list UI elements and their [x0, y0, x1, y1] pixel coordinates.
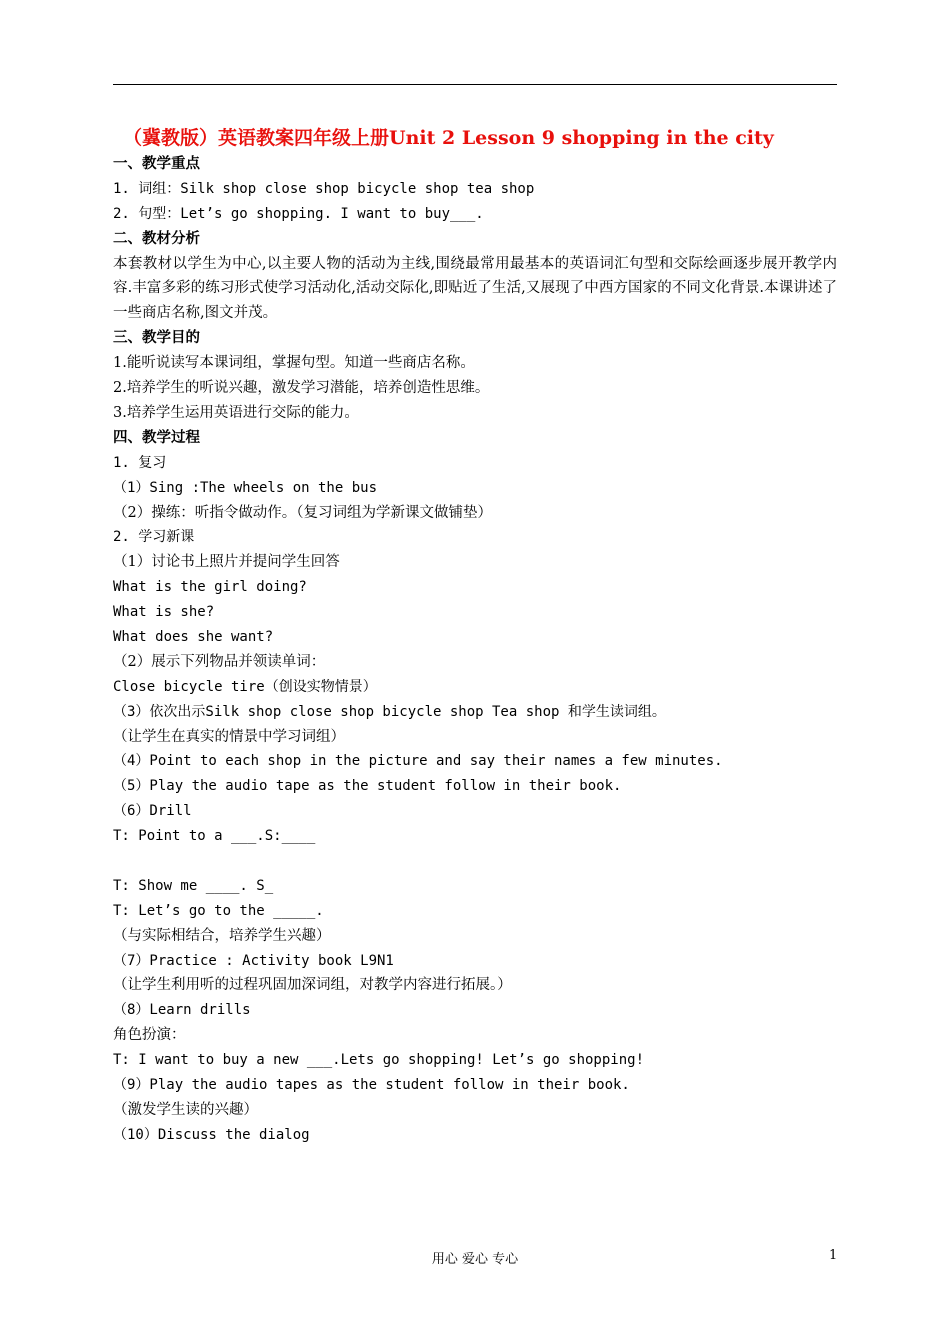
text-line: （6）Drill [113, 803, 192, 820]
document-title: （冀教版）英语教案四年级上册Unit 2 Lesson 9 shopping in the city [123, 127, 774, 149]
text-line: T: Let’s go to the _____. [113, 902, 324, 919]
section-heading-focus: 一、教学重点 [113, 156, 200, 172]
section-heading-process: 四、教学过程 [113, 429, 200, 446]
footer-motto: 用心 爱心 专心 [431, 1252, 519, 1267]
analysis-paragraph: 本套教材以学生为中心,以主要人物的活动为主线,围绕最常用最基本的英语词汇句型和交际绘画逐步展开教学内容.丰富多彩的练习形式使学习活动化,活动交际化,即贴近了生活,又展现了中西方国家的不同文化背景.本课讲述了一些商店名称,图文并茂。 [113, 255, 837, 322]
text-line: （9）Play the audio tapes as the student follow in their book. [113, 1077, 630, 1093]
text-line: What does she want? [113, 628, 274, 645]
text-line: （1）Sing :The wheels on the bus [113, 479, 378, 496]
text-line: 2. 句型：Let’s go shopping. I want to buy___. [113, 205, 484, 222]
text-line: 1.能听说读写本课词组，掌握句型。知道一些商店名称。 [113, 355, 475, 372]
text-line: What is the girl doing? [113, 579, 307, 596]
text-line: T: Point to a ___.S:____ [113, 828, 316, 845]
document-body [113, 124, 837, 1148]
text-line: 1. 复习 [113, 454, 167, 471]
text-line: （激发学生读的兴趣） [113, 1101, 258, 1118]
text-line: 2. 学习新课 [113, 529, 195, 546]
text-line: T: I want to buy a new ___.Lets go shopping! Let’s go shopping! [113, 1052, 645, 1069]
text-line: 3.培养学生运用英语进行交际的能力。 [113, 404, 359, 421]
text-line: 1. 词组：Silk shop close shop bicycle shop tea shop [113, 180, 535, 197]
text-line: （让学生在真实的情景中学习词组） [113, 728, 345, 745]
text-line: （8）Learn drills [113, 1002, 251, 1019]
section-heading-objectives: 三、教学目的 [113, 330, 200, 347]
text-line: （2）操练：听指令做动作。（复习词组为学新课文做铺垫） [113, 504, 492, 521]
blank-line [113, 849, 837, 874]
page-number: 1 [829, 1248, 838, 1263]
text-line: （5）Play the audio tape as the student follow in their book. [113, 778, 622, 795]
text-line: T: Show me ____. S_ [113, 877, 274, 894]
text-line: （1）讨论书上照片并提问学生回答 [113, 554, 340, 571]
text-line: 角色扮演： [113, 1027, 186, 1044]
section-heading-analysis: 二、教材分析 [113, 230, 200, 247]
text-line: （与实际相结合，培养学生兴趣） [113, 927, 331, 944]
text-line: （让学生利用听的过程巩固加深词组，对教学内容进行拓展。） [113, 977, 512, 994]
text-line: （7）Practice : Activity book L9N1 [113, 952, 394, 969]
text-line: （4）Point to each shop in the picture and say their names a few minutes. [113, 753, 723, 770]
text-line: （10）Discuss the dialog [113, 1126, 310, 1143]
text-line: What is she? [113, 604, 215, 621]
text-line: 2.培养学生的听说兴趣，激发学习潜能，培养创造性思维。 [113, 380, 490, 397]
text-line: （2）展示下列物品并领读单词： [113, 653, 326, 670]
text-line: （3）依次出示Silk shop close shop bicycle shop Tea shop 和学生读词组。 [113, 703, 666, 720]
header-rule [113, 84, 837, 85]
text-line: Close bicycle tire（创设实物情景） [113, 678, 377, 695]
